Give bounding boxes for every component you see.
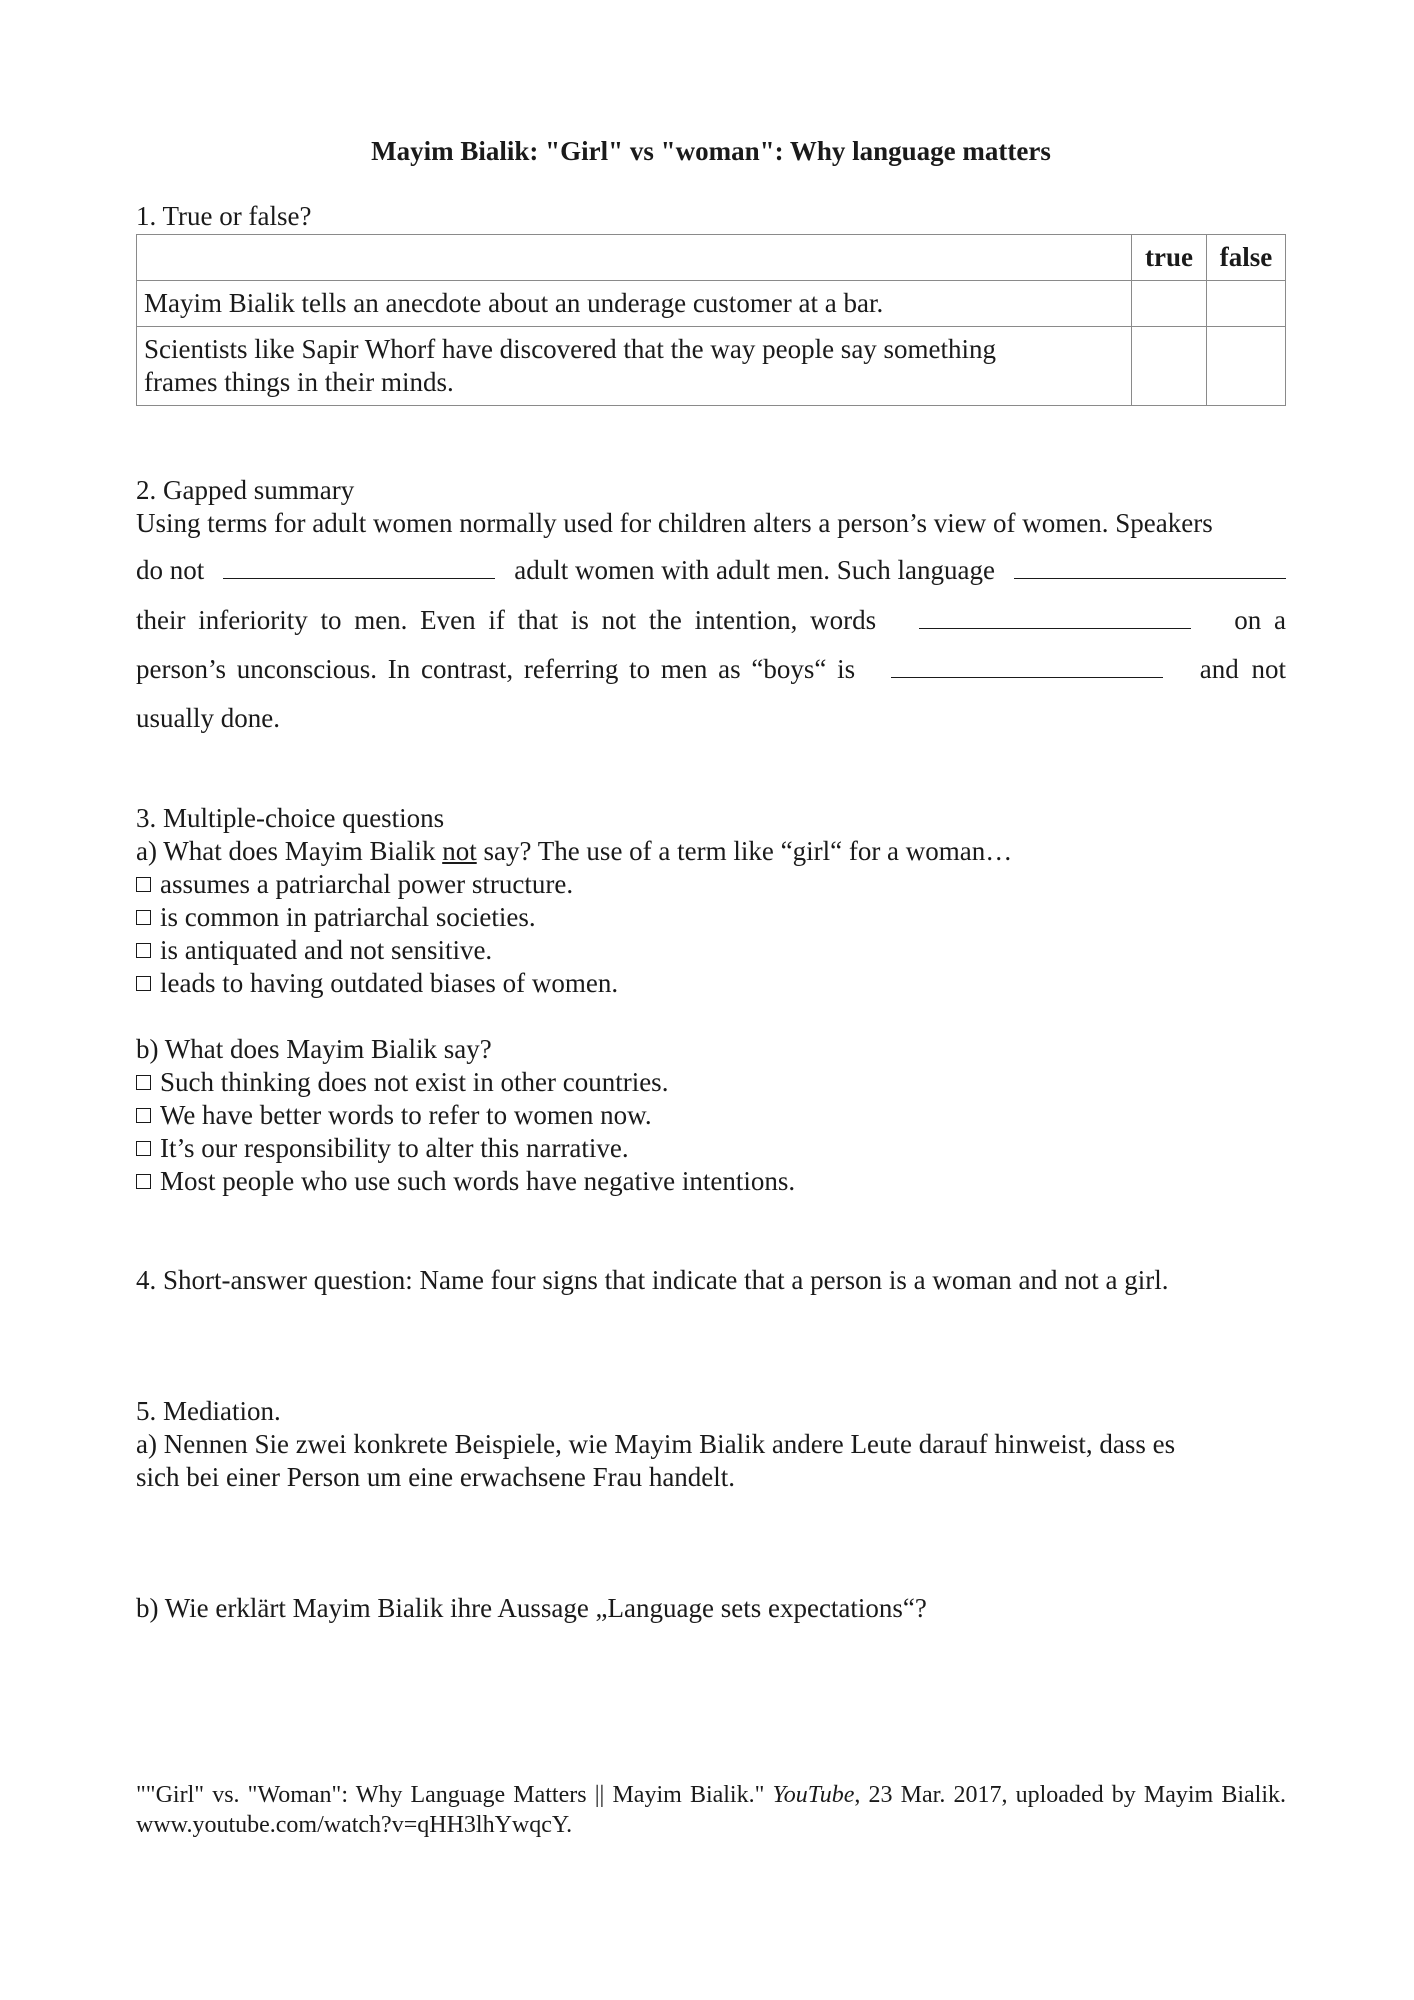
checkbox[interactable] xyxy=(136,1174,151,1189)
gapped-summary-line5: usually done. xyxy=(136,703,280,733)
true-false-table xyxy=(136,234,1286,406)
true-column-header: true xyxy=(1132,235,1207,281)
question-5a-line1: a) Nennen Sie zwei konkrete Beispiele, wie Mayim Bialik andere Leute darauf hinweist, dass es xyxy=(136,1429,1176,1459)
false-answer-cell[interactable] xyxy=(1207,281,1286,327)
source-citation xyxy=(136,1780,1286,1840)
checkbox[interactable] xyxy=(136,1141,151,1156)
question-5b: b) Wie erklärt Mayim Bialik ihre Aussage „Language sets expectations“? xyxy=(136,1593,927,1623)
question-3a-options xyxy=(136,868,1286,1000)
gap-blank-4[interactable] xyxy=(891,653,1163,678)
list-item xyxy=(136,967,1286,1000)
option-text: is antiquated and not sensitive. xyxy=(160,935,493,965)
list-item xyxy=(136,1099,1286,1132)
statement-text-continued: frames things in their minds. xyxy=(144,367,454,397)
gap-blank-3[interactable] xyxy=(919,604,1191,629)
question-3b: b) What does Mayim Bialik say? xyxy=(136,1034,492,1064)
section2-heading: 2. Gapped summary xyxy=(136,475,355,505)
section1-heading: 1. True or false? xyxy=(136,201,312,231)
statement-cell xyxy=(137,281,1132,327)
citation-details: , 23 Mar. 2017, uploaded by Mayim Bialik. www.youtube.com/watch?v=qHH3lhYwqcY. xyxy=(136,1782,1287,1838)
option-text: assumes a patriarchal power structure. xyxy=(160,869,574,899)
gap-blank-1[interactable] xyxy=(223,554,495,579)
page-title: Mayim Bialik: "Girl" vs "woman": Why language matters xyxy=(371,136,1051,166)
question-5a-line2: sich bei einer Person um eine erwachsene Frau handelt. xyxy=(136,1462,736,1492)
checkbox[interactable] xyxy=(136,910,151,925)
list-item xyxy=(136,1132,1286,1165)
table-row xyxy=(137,327,1286,406)
list-item xyxy=(136,901,1286,934)
gapped-summary-line2 xyxy=(136,554,1286,587)
question-3a-underlined: not xyxy=(442,836,477,866)
gap-text: on a xyxy=(1234,605,1286,635)
statement-text: Mayim Bialik tells an anecdote about an underage customer at a bar. xyxy=(144,288,884,318)
option-text: It’s our responsibility to alter this narrative. xyxy=(160,1133,629,1163)
list-item xyxy=(136,1165,1286,1198)
worksheet-page xyxy=(136,0,1286,2000)
gapped-summary-line1: Using terms for adult women normally used for children alters a person’s view of women. Speakers xyxy=(136,508,1213,538)
option-text: is common in patriarchal societies. xyxy=(160,902,536,932)
table-header-row xyxy=(137,235,1286,281)
gap-text: their inferiority to men. Even if that is not the intention, words xyxy=(136,605,877,635)
false-column-header: false xyxy=(1207,235,1286,281)
question-3a xyxy=(136,835,1286,868)
option-text: leads to having outdated biases of women. xyxy=(160,968,619,998)
question-3a-text-end: say? The use of a term like “girl“ for a woman… xyxy=(476,836,1013,866)
gapped-summary-line4 xyxy=(136,653,1286,686)
list-item xyxy=(136,934,1286,967)
gap-text: adult women with adult men. Such language xyxy=(514,555,995,585)
false-answer-cell[interactable] xyxy=(1207,327,1286,406)
section4-question: 4. Short-answer question: Name four signs that indicate that a person is a woman and not a girl. xyxy=(136,1265,1169,1295)
gap-text: do not xyxy=(136,555,205,585)
statement-header-cell xyxy=(137,235,1132,281)
gapped-summary-line3 xyxy=(136,604,1286,637)
option-text: Such thinking does not exist in other countries. xyxy=(160,1067,669,1097)
option-text: We have better words to refer to women now. xyxy=(160,1100,652,1130)
section3-heading: 3. Multiple-choice questions xyxy=(136,803,445,833)
statement-cell xyxy=(137,327,1132,406)
gap-text: person’s unconscious. In contrast, referring to men as “boys“ is xyxy=(136,654,856,684)
citation-text: ""Girl" vs. "Woman": Why Language Matters || Mayim Bialik." xyxy=(136,1782,773,1808)
gap-text: and not xyxy=(1199,654,1286,684)
citation-publisher: YouTube xyxy=(772,1782,855,1808)
true-answer-cell[interactable] xyxy=(1132,327,1207,406)
section5-heading: 5. Mediation. xyxy=(136,1396,281,1426)
checkbox[interactable] xyxy=(136,1075,151,1090)
gap-blank-2[interactable] xyxy=(1014,554,1286,579)
question-3a-text: a) What does Mayim Bialik xyxy=(136,836,443,866)
question-3b-options xyxy=(136,1066,1286,1198)
list-item xyxy=(136,868,1286,901)
true-answer-cell[interactable] xyxy=(1132,281,1207,327)
checkbox[interactable] xyxy=(136,877,151,892)
option-text: Most people who use such words have negative intentions. xyxy=(160,1166,796,1196)
checkbox[interactable] xyxy=(136,976,151,991)
checkbox[interactable] xyxy=(136,943,151,958)
statement-text: Scientists like Sapir Whorf have discovered that the way people say something xyxy=(144,334,997,364)
list-item xyxy=(136,1066,1286,1099)
checkbox[interactable] xyxy=(136,1108,151,1123)
table-row xyxy=(137,281,1286,327)
